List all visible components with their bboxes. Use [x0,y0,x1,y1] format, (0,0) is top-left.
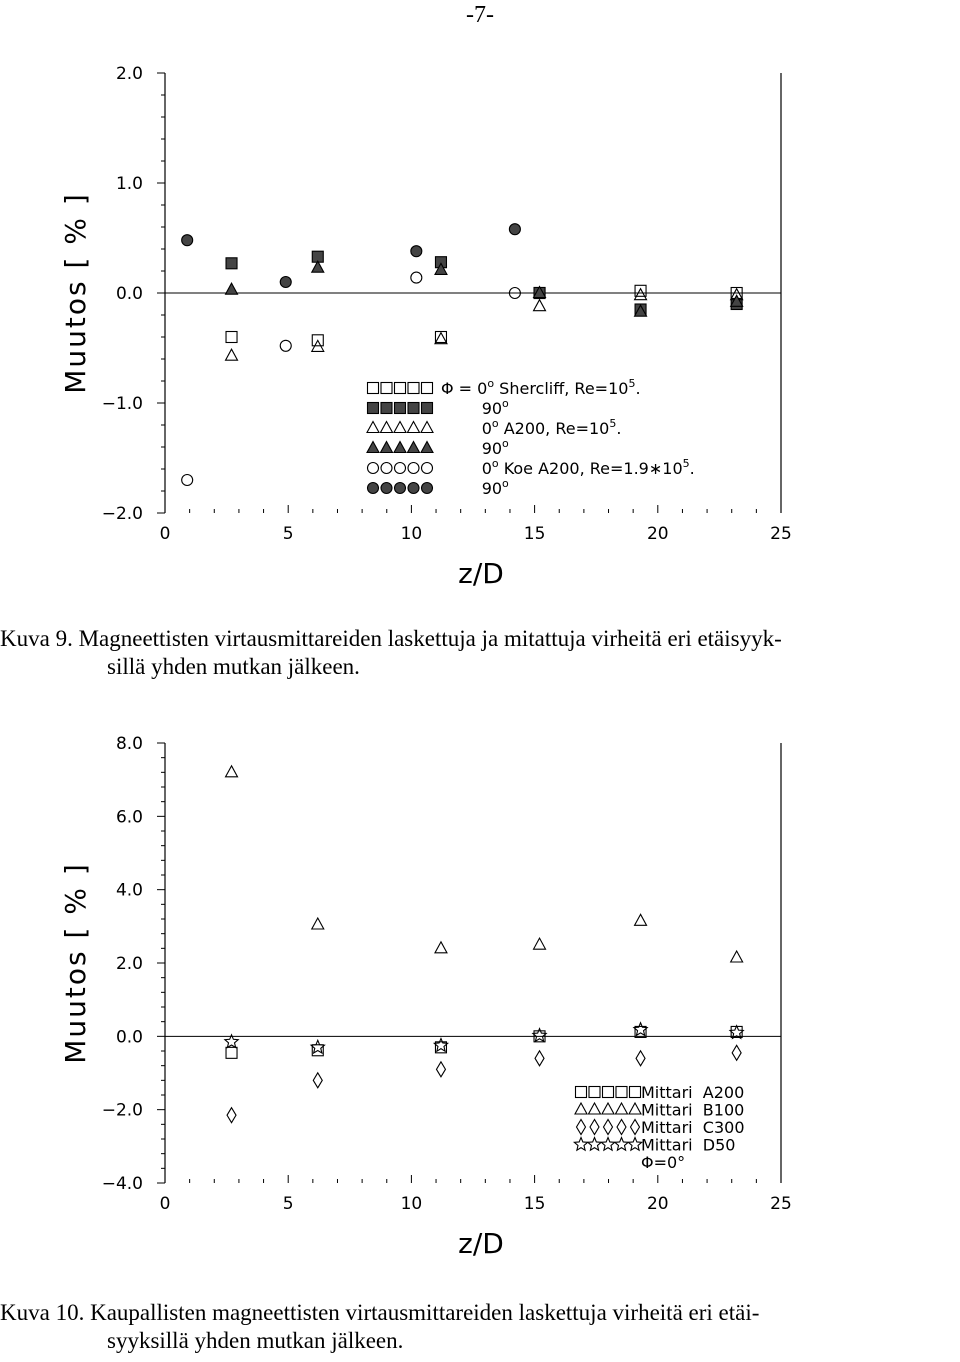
legend-marker [422,403,433,414]
legend-marker [381,403,392,414]
series-group [226,1026,742,1058]
x-tick-label: 15 [523,1194,546,1214]
caption-9-line2: sillä yhden mutkan jälkeen. [107,654,360,679]
caption-figure-9 [0,625,958,681]
data-point [226,332,237,343]
x-axis-label: z/D [458,1227,504,1260]
legend-marker [617,1120,626,1135]
legend-marker [368,383,379,394]
x-tick-label: 25 [770,1194,792,1214]
caption-9-text: Magneettisten virtausmittareiden laskettuja ja mitattuja virheitä eri etäisyyk- [78,626,782,651]
data-point [182,475,193,486]
legend-marker [394,422,406,433]
series-group [226,766,743,962]
legend-marker [616,1103,628,1114]
y-tick-label: 1.0 [115,174,143,194]
x-tick-label: 0 [159,524,171,544]
legend-marker [604,1120,613,1135]
data-point [226,766,238,777]
caption-9-line1 [0,626,782,651]
legend-marker [395,403,406,414]
legend-marker [395,463,406,474]
data-point [732,1045,741,1060]
legend-marker [588,1138,601,1151]
data-point [534,300,546,311]
series-group [182,224,521,288]
legend-text: $\Phi = 0^o$ Shercliff, $Re=10^5$. [441,377,641,398]
caption-9-label: Kuva 9. [0,626,73,651]
data-point [434,1039,447,1052]
legend-marker [381,463,392,474]
legend-marker [616,1087,627,1098]
y-tick-label: 0.0 [115,1027,143,1048]
caption-10-label: Kuva 10. [0,1300,85,1325]
legend-marker [408,483,419,494]
legend-marker [367,422,379,433]
legend-marker [381,483,392,494]
data-point [534,938,546,949]
legend-marker [421,422,433,433]
data-point [535,1051,544,1066]
y-tick-label: −1.0 [101,394,143,414]
data-point [436,1062,445,1077]
x-tick-label: 5 [282,524,294,544]
caption-10-text: Kaupallisten magneettisten virtausmittareiden laskettuja virheitä eri etäi- [90,1300,760,1325]
y-tick-label: −2.0 [101,1100,143,1121]
legend-marker [629,1103,641,1114]
x-tick-label: 15 [523,524,546,544]
data-point [509,224,520,235]
legend-text: 0$^o$ Koe A200, $Re=1.9∗10^5$. [441,457,695,478]
x-tick-label: 10 [400,524,423,544]
x-axis-label: z/D [458,557,504,590]
legend-marker [422,483,433,494]
caption-10-line2: syyksillä yhden mutkan jälkeen. [107,1328,404,1353]
data-point [731,951,743,962]
legend-marker [381,442,393,453]
legend [574,1083,744,1172]
y-tick-label: 6.0 [115,807,143,828]
data-point [226,283,238,294]
data-point [312,261,324,272]
y-tick-label: −2.0 [101,504,143,524]
legend-marker [408,463,419,474]
data-point [226,1047,237,1058]
x-tick-label: 5 [282,1194,294,1214]
legend-marker [628,1138,641,1151]
legend-marker [395,483,406,494]
y-tick-label: 2.0 [115,64,143,84]
data-point [226,258,237,269]
legend-marker [408,383,419,394]
legend-marker [408,442,420,453]
legend-marker [421,442,433,453]
y-tick-label: 2.0 [115,954,143,974]
chart-shercliff-a200 [0,50,960,640]
series-group [226,251,742,315]
y-axis-label: Muutos [ % ] [59,192,92,394]
legend-marker [394,442,406,453]
legend-marker [395,383,406,394]
legend-marker [368,463,379,474]
caption-10-line1 [0,1300,759,1325]
legend-marker [615,1138,628,1151]
series-group [226,261,743,316]
data-point [182,235,193,246]
chart-commercial-meters [0,720,960,1280]
data-point [435,942,447,953]
legend-marker [630,1087,641,1098]
legend-marker [602,1103,614,1114]
legend-text: 90$^o$ [441,437,509,458]
caption-figure-10 [0,1299,958,1355]
data-point [635,289,647,300]
data-point [280,277,291,288]
legend-marker [368,403,379,414]
series-group [226,289,743,361]
y-tick-label: 8.0 [115,734,143,754]
data-point [312,918,324,929]
legend [367,377,695,498]
legend-text: 90$^o$ [441,397,509,418]
data-point [411,272,422,283]
legend-text: Mittari D50 [641,1135,736,1155]
legend-marker [381,422,393,433]
legend-text: Mittari C300 [641,1118,745,1137]
legend-marker [601,1138,614,1151]
data-point [635,914,647,925]
data-point [634,1023,647,1036]
data-point [280,340,291,351]
legend-text: 90$^o$ [441,477,509,498]
legend-marker [576,1087,587,1098]
legend-text: 0$^o$ A200, $Re=10^5$. [441,417,622,438]
x-tick-label: 25 [770,524,792,544]
legend-marker [422,463,433,474]
page-number: -7- [466,2,494,28]
data-point [411,246,422,257]
legend-marker [574,1138,587,1151]
x-tick-label: 10 [400,1194,423,1214]
legend-note: Φ=0° [641,1153,686,1172]
legend-marker [631,1120,640,1135]
legend-marker [589,1087,600,1098]
data-point [313,1073,322,1088]
legend-marker [408,403,419,414]
data-point [636,1051,645,1066]
series-group [226,285,742,346]
legend-text: Mittari B100 [641,1100,745,1120]
data-point [226,349,238,360]
legend-marker [589,1103,601,1114]
legend-marker [381,383,392,394]
x-tick-label: 20 [646,1194,669,1214]
y-tick-label: −4.0 [101,1174,143,1194]
legend-marker [367,442,379,453]
legend-marker [590,1120,599,1135]
x-tick-label: 0 [159,1194,171,1214]
y-tick-label: 4.0 [115,880,143,901]
legend-marker [422,383,433,394]
series-group [225,1023,743,1053]
data-point [311,1040,324,1053]
legend-marker [368,483,379,494]
y-tick-label: 0.0 [115,284,143,304]
legend-marker [575,1103,587,1114]
x-tick-label: 20 [646,524,669,544]
legend-marker [577,1120,586,1135]
legend-text: Mittari A200 [641,1083,745,1102]
data-point [227,1108,236,1123]
legend-marker [408,422,420,433]
y-axis-label: Muutos [ % ] [59,862,92,1064]
legend-marker [603,1087,614,1098]
